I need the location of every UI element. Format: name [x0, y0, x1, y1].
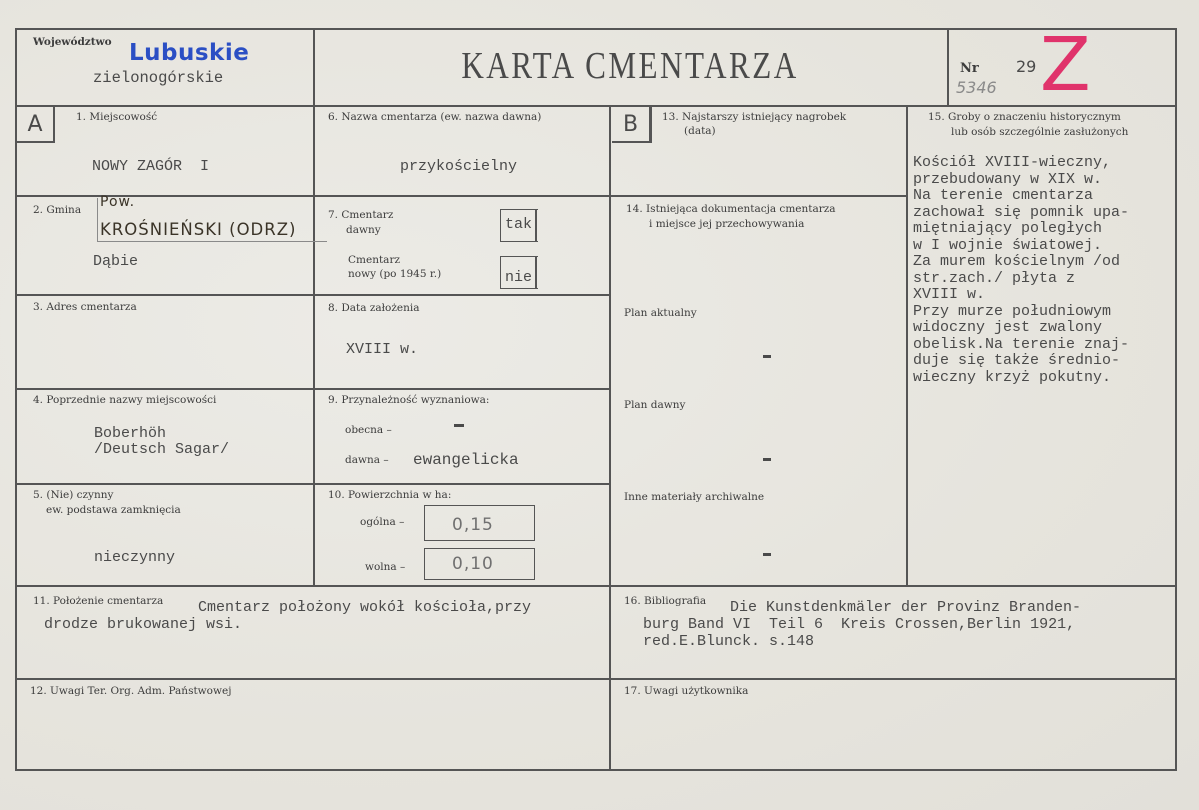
- field-10-ogolna-value: 0,15: [452, 515, 494, 535]
- field-10-ogolna-label: ogólna –: [360, 516, 405, 528]
- field-6-label: 6. Nazwa cmentarza (ew. nazwa dawna): [328, 111, 542, 123]
- inne-materialy-label: Inne materiały archiwalne: [624, 491, 765, 503]
- field-9-obecna-value: [454, 424, 464, 427]
- field-17-label: 17. Uwagi użytkownika: [624, 685, 749, 697]
- field-5-label-line1: 5. (Nie) czynny: [33, 489, 114, 501]
- field-2-label: 2. Gmina: [33, 204, 82, 216]
- nr-label: Nr: [960, 61, 979, 76]
- field-10-label: 10. Powierzchnia w ha:: [328, 489, 452, 501]
- field-3-label: 3. Adres cmentarza: [33, 301, 137, 313]
- field-12-label: 12. Uwagi Ter. Org. Adm. Państwowej: [30, 685, 232, 697]
- field-1-label: 1. Miejscowość: [76, 111, 158, 123]
- marker-z: Z: [1040, 22, 1091, 108]
- col-divider-2: [609, 105, 611, 771]
- field-14-label-line2: i miejsce jej przechowywania: [649, 218, 805, 230]
- field-15-line: widoczny jest zwalony: [913, 319, 1103, 336]
- plan-dawny-label: Plan dawny: [624, 399, 686, 411]
- field-4-label: 4. Poprzednie nazwy miejscowości: [33, 394, 217, 406]
- wojewodztwo-typed: zielonogórskie: [93, 69, 224, 87]
- field-1-value: NOWY ZAGÓR I: [92, 158, 210, 175]
- section-b-marker: B: [612, 107, 652, 143]
- row-line-3: [15, 388, 611, 390]
- field-15-line: XVIII w.: [913, 286, 986, 303]
- field-8-value: XVIII w.: [346, 341, 419, 358]
- plan-dawny-value: [763, 458, 771, 461]
- inne-materialy-value: [763, 553, 771, 556]
- field-4-value-line1: Boberhöh: [94, 425, 167, 442]
- row-line-b: [609, 195, 908, 197]
- plan-aktualny-label: Plan aktualny: [624, 307, 697, 319]
- col-divider-1: [313, 105, 315, 587]
- field-8-label: 8. Data założenia: [328, 302, 420, 314]
- row-line-2: [15, 294, 611, 296]
- header-divider-1: [313, 28, 315, 107]
- field-7-nowy-box-right: [535, 256, 537, 289]
- field-13-label-line2: (data): [684, 125, 716, 137]
- section-a-marker: A: [17, 107, 55, 143]
- row-line-6: [15, 678, 1177, 680]
- field-13-label-line1: 13. Najstarszy istniejący nagrobek: [662, 111, 847, 123]
- field-11-line1: Cmentarz położony wokół kościoła,przy: [198, 599, 532, 616]
- field-15-line: Przy murze południowym: [913, 302, 1112, 320]
- field-2-value: Dąbie: [93, 253, 139, 270]
- field-16-line2: burg Band VI Teil 6 Kreis Crossen,Berlin 1921,: [643, 616, 1076, 633]
- field-9-obecna-label: obecna –: [345, 424, 392, 436]
- col-divider-3: [906, 105, 908, 587]
- field-9-dawna-label: dawna –: [345, 454, 389, 466]
- field-10-wolna-value: 0,10: [452, 554, 494, 574]
- field-15-line: miętniający poległych: [913, 220, 1103, 237]
- field-15-text: [913, 155, 1129, 386]
- field-7-label-line3: Cmentarz: [348, 254, 400, 266]
- field-14-label-line1: 14. Istniejąca dokumentacja cmentarza: [626, 203, 836, 215]
- field-7-nowy-value: nie: [505, 269, 533, 286]
- field-16-line1: Die Kunstdenkmäler der Provinz Branden-: [730, 599, 1082, 616]
- field-2-hand-line2: KROŚNIEŃSKI (ODRZ): [100, 220, 297, 239]
- field-9-dawna-value: ewangelicka: [413, 451, 519, 469]
- page-title: KARTA CMENTARZA: [461, 45, 799, 87]
- field-15-line: Na terenie cmentarza: [913, 187, 1094, 204]
- nr-value: 29: [1016, 57, 1037, 76]
- field-16-line3: red.E.Blunck. s.148: [643, 633, 815, 650]
- field-5-value: nieczynny: [94, 549, 176, 566]
- wojewodztwo-label: Województwo: [33, 36, 112, 48]
- field-15-line: zachował się pomnik upa-: [913, 203, 1130, 221]
- field-15-line: obelisk.Na terenie znaj-: [913, 335, 1130, 353]
- nr-pencil: 5346: [956, 78, 997, 97]
- field-5-label-line2: ew. podstawa zamknięcia: [46, 504, 181, 516]
- row-line-4: [15, 483, 611, 485]
- field-7-dawny-value: tak: [505, 216, 533, 233]
- field-7-dawny-box-right: [535, 209, 537, 242]
- field-9-label: 9. Przynależność wyznaniowa:: [328, 394, 490, 406]
- field-15-line: Kościół XVIII-wieczny,: [913, 154, 1112, 171]
- field-11-line2: drodze brukowanej wsi.: [44, 616, 243, 633]
- row-line-5: [15, 585, 1177, 587]
- field-16-label: 16. Bibliografia: [624, 595, 707, 607]
- field-15-line: Za murem kościelnym /od: [913, 253, 1121, 270]
- plan-aktualny-value: [763, 355, 771, 358]
- field-11-label: 11. Położenie cmentarza: [33, 595, 164, 607]
- field-15-line: duje się także średnio-: [913, 352, 1121, 369]
- field-10-wolna-label: wolna –: [365, 561, 406, 573]
- header-divider-2: [947, 28, 949, 107]
- field-7-label-line2: dawny: [346, 224, 381, 236]
- field-4-value-line2: /Deutsch Sagar/: [94, 441, 230, 458]
- field-7-label-line1: 7. Cmentarz: [328, 209, 394, 221]
- field-15-line: wieczny krzyż pokutny.: [913, 368, 1112, 386]
- field-15-label-line2: lub osób szczególnie zasłużonych: [951, 126, 1129, 138]
- field-7-label-line4: nowy (po 1945 r.): [348, 268, 442, 280]
- field-15-line: przebudowany w XIX w.: [913, 170, 1103, 188]
- field-15-label-line1: 15. Groby o znaczeniu historycznym: [928, 111, 1121, 123]
- field-2-hand-line1: Pow.: [100, 194, 136, 210]
- field-6-value: przykościelny: [400, 158, 518, 175]
- field-15-line: str.zach./ płyta z: [913, 269, 1076, 287]
- wojewodztwo-stamp: Lubuskie: [129, 40, 250, 66]
- field-15-line: w I wojnie światowej.: [913, 236, 1103, 254]
